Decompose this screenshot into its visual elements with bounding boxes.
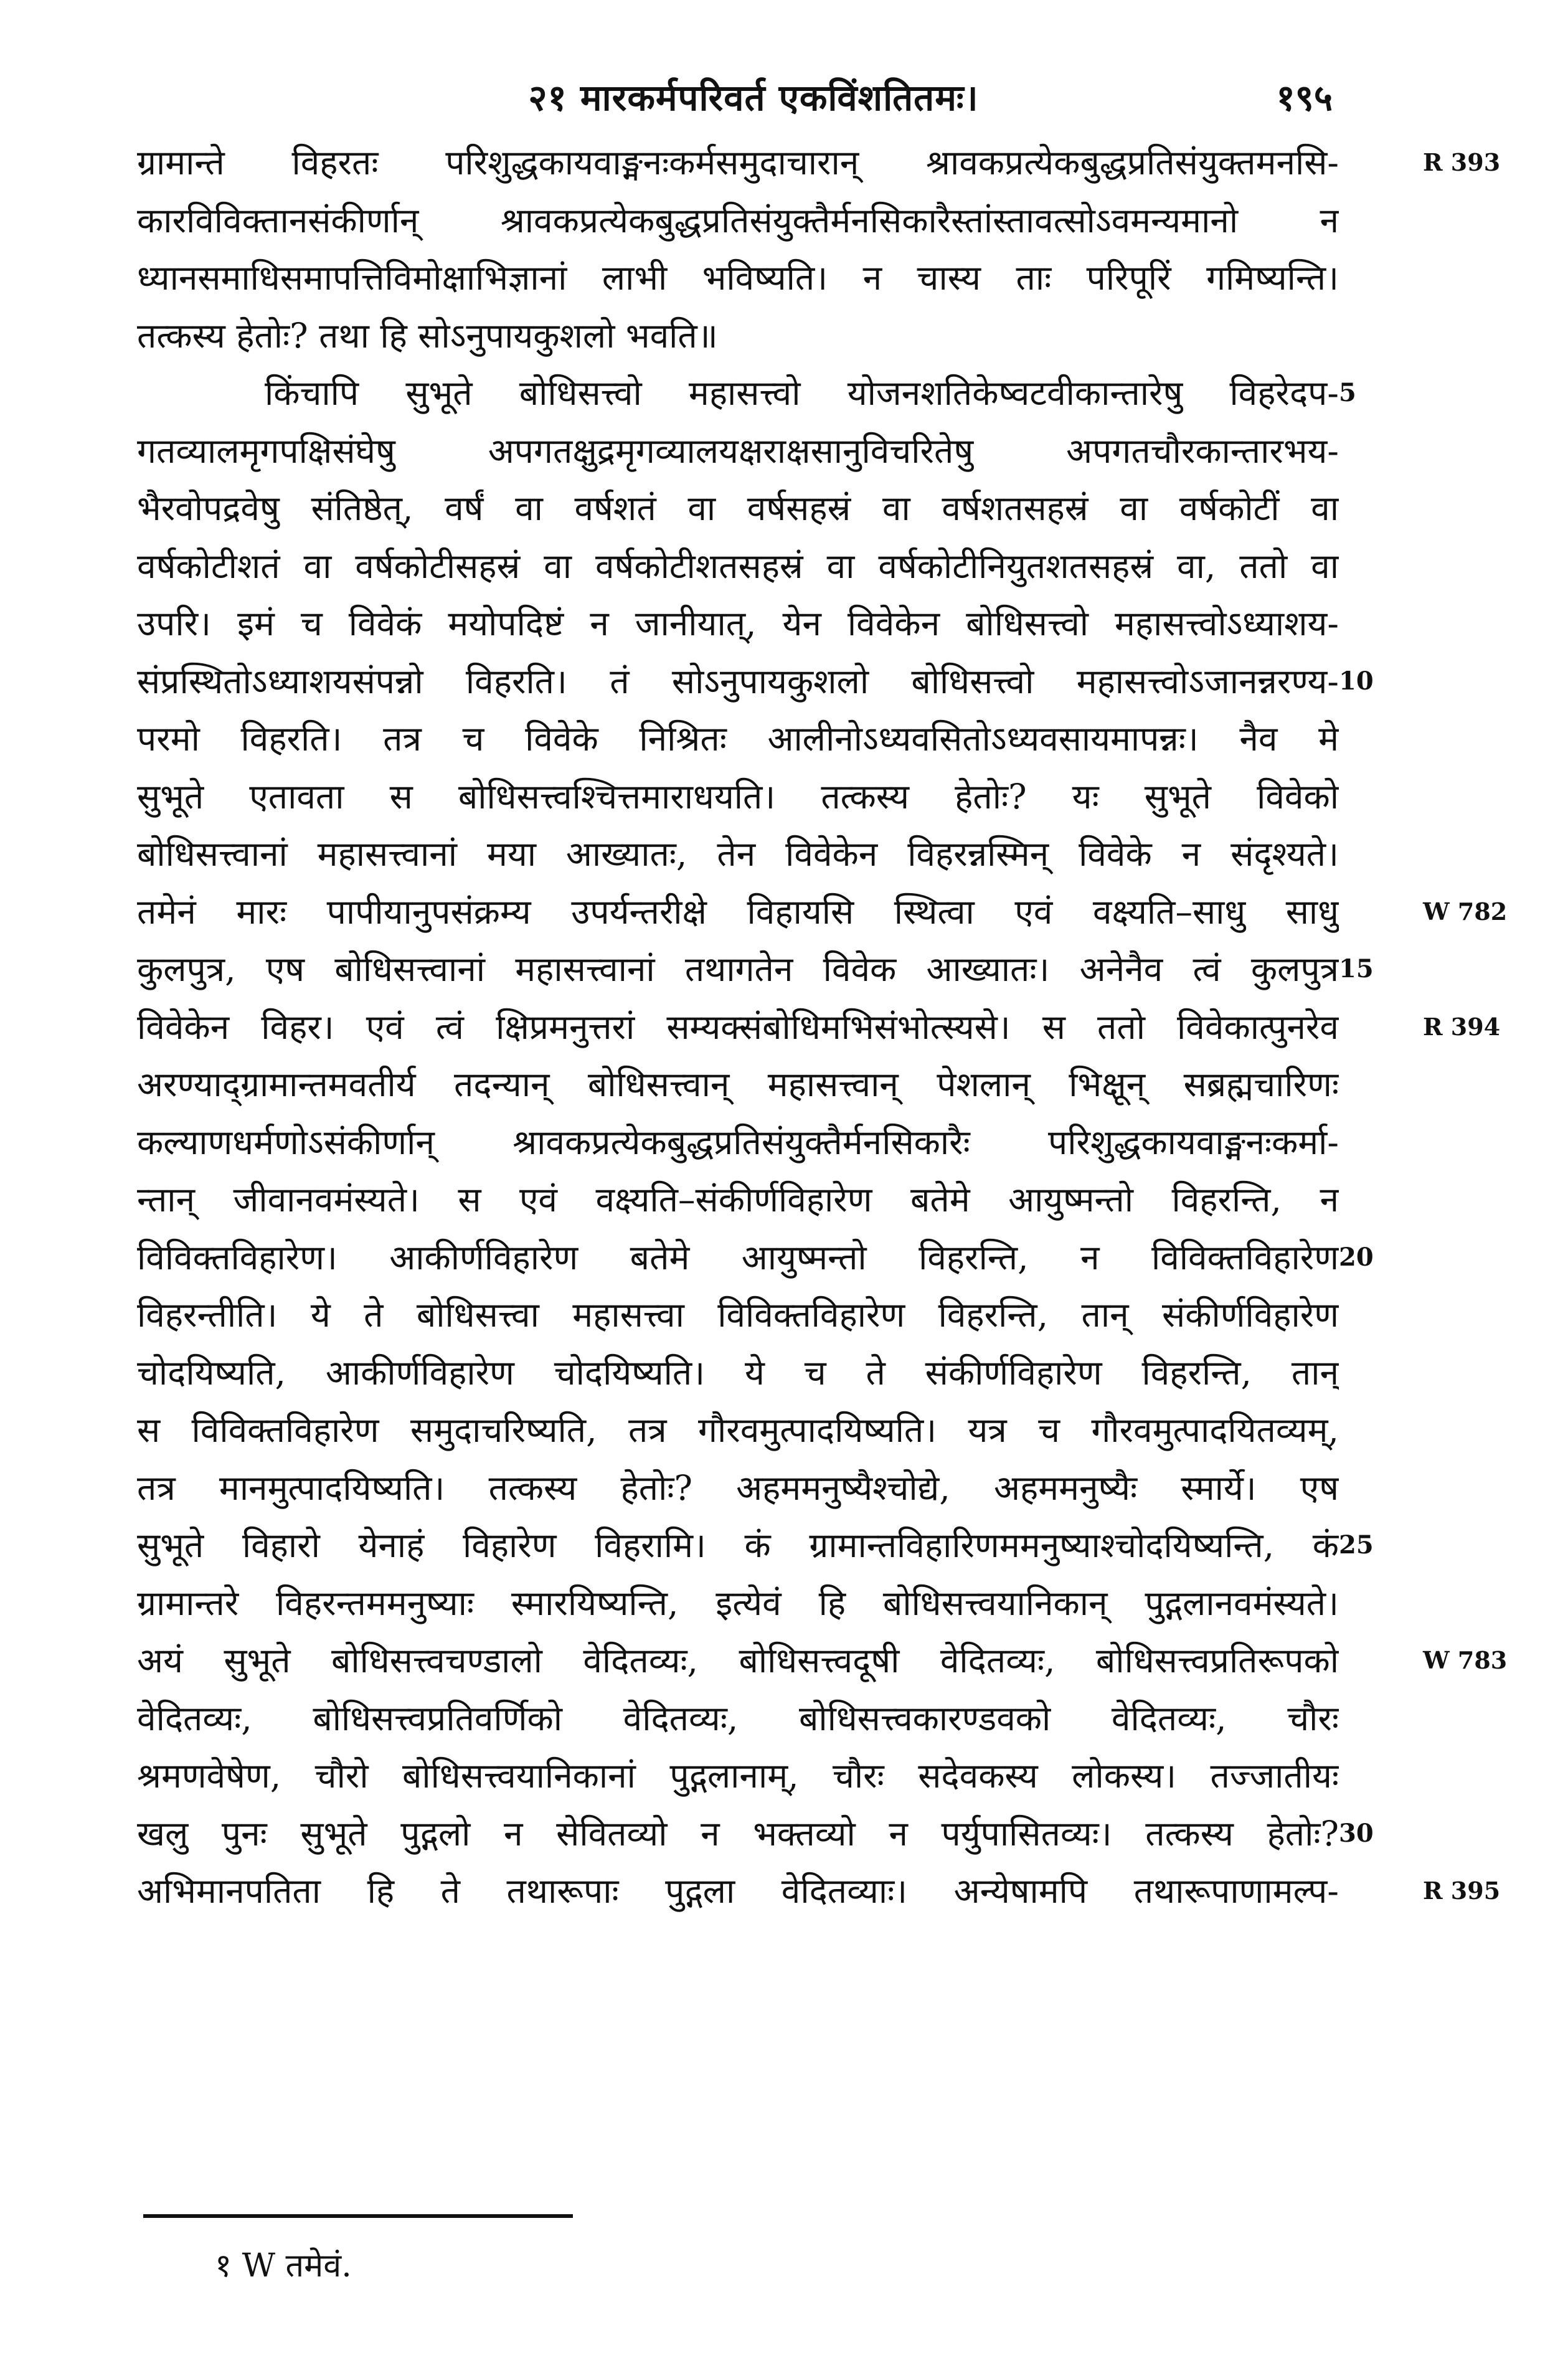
text-line: न्तान् जीवानवमंस्यते। स एवं वक्ष्यति–संकीर्णविहारेण बतेमे आयुष्मन्तो विहरन्ति, न — [137, 1180, 1339, 1220]
text-line: खलु पुनः सुभूते पुद्गलो न सेवितव्यो न भक्तव्यो न पर्युपासितव्यः। तत्कस्य हेतोः? — [137, 1813, 1339, 1854]
text-line: कारविविक्तानसंकीर्णान् श्रावकप्रत्येकबुद्धप्रतिसंयुक्तैर्मनसिकारैस्तांस्तावत्सोऽवमन्यमानो न — [137, 200, 1339, 240]
text-line: बोधिसत्त्वानां महासत्त्वानां मया आख्यातः, तेन विवेकेन विहरन्नस्मिन् विवेके न संदृश्यते। — [137, 834, 1339, 874]
text-line: सुभूते विहारो येनाहं विहारेण विहरामि। कं ग्रामान्तविहारिणममनुष्याश्चोदयिष्यन्ति, कं — [137, 1525, 1339, 1565]
text-line: तत्कस्य हेतोः? तथा हि सोऽनुपायकुशलो भवति॥ — [137, 315, 718, 356]
line-number: 5 — [1339, 378, 1356, 407]
text-line: उपरि। इमं च विवेकं मयोपदिष्टं न जानीयात्, येन विवेकेन बोधिसत्त्वो महासत्त्वोऽध्याशय- — [137, 604, 1339, 643]
text-line: अभिमानपतिता हि ते तथारूपाः पुद्गला वेदितव्याः। अन्येषामपि तथारूपाणामल्प- — [137, 1871, 1339, 1911]
text-line: गतव्यालमृगपक्षिसंघेषु अपगतक्षुद्रमृगव्यालयक्षराक्षसानुविचरितेषु अपगतचौरकान्तारभय- — [137, 430, 1339, 471]
line-number: 25 — [1339, 1530, 1374, 1560]
text-line: ध्यानसमाधिसमापत्तिविमोक्षाभिज्ञानां लाभी भविष्यति। न चास्य ताः परिपूरिं गमिष्यन्ति। — [137, 258, 1339, 298]
text-line: तत्र मानमुत्पादयिष्यति। तत्कस्य हेतोः? अहममनुष्यैश्चोद्ये, अहममनुष्यैः स्मार्ये। एष — [137, 1467, 1339, 1508]
text-line: सुभूते एतावता स बोधिसत्त्वश्चित्तमाराधयति। तत्कस्य हेतोः? यः सुभूते विवेको — [137, 776, 1339, 817]
edition-reference: R 394 — [1423, 1012, 1501, 1041]
line-number: 15 — [1339, 954, 1374, 983]
text-line: वेदितव्यः, बोधिसत्त्वप्रतिवर्णिको वेदितव्यः, बोधिसत्त्वकारण्डवको वेदितव्यः, चौरः — [137, 1698, 1339, 1738]
footnote: १ W तमेवं. — [215, 2247, 352, 2285]
line-number: 30 — [1339, 1818, 1374, 1848]
text-line: विवेकेन विहर। एवं त्वं क्षिप्रमनुत्तरां सम्यक्संबोधिमभिसंभोत्स्यसे। स ततो विवेकात्पुनरेव — [137, 1007, 1339, 1047]
chapter-title: २१ मारकर्मपरिवर्त एकविंशतितमः। — [528, 77, 979, 119]
main-text — [137, 134, 1339, 1920]
text-line: परमो विहरति। तत्र च विवेके निश्रितः आलीनोऽध्यवसितोऽध्यवसायमापन्नः। नैव मे — [137, 719, 1339, 759]
text-line: विविक्तविहारेण। आकीर्णविहारेण बतेमे आयुष्मन्तो विहरन्ति, न विविक्तविहारेण — [137, 1237, 1339, 1277]
edition-reference: W 783 — [1423, 1646, 1508, 1674]
page-header — [137, 72, 1370, 140]
text-line: ग्रामान्ते विहरतः परिशुद्धकायवाङ्मनःकर्मसमुदाचारान् श्रावकप्रत्येकबुद्धप्रतिसंयुक्तमनसि- — [137, 143, 1339, 182]
text-line: श्रमणवेषेण, चौरो बोधिसत्त्वयानिकानां पुद्गलानाम्, चौरः सदेवकस्य लोकस्य। तज्जातीयः — [137, 1756, 1339, 1796]
text-line: चोदयिष्यति, आकीर्णविहारेण चोदयिष्यति। ये च ते संकीर्णविहारेण विहरन्ति, तान् — [137, 1352, 1339, 1393]
text-line: अरण्याद्ग्रामान्तमवतीर्य तदन्यान् बोधिसत्त्वान् महासत्त्वान् पेशलान् भिक्षून् सब्रह्मचारिणः — [137, 1064, 1339, 1104]
edition-reference: W 782 — [1423, 897, 1508, 926]
edition-reference: R 393 — [1423, 148, 1501, 176]
line-number: 20 — [1339, 1242, 1374, 1272]
line-number: 10 — [1339, 666, 1374, 696]
page-number: १९५ — [1276, 77, 1333, 119]
text-line: संप्रस्थितोऽध्याशयसंपन्नो विहरति। तं सोऽनुपायकुशलो बोधिसत्त्वो महासत्त्वोऽजानन्नरण्य- — [137, 661, 1339, 701]
text-line: तमेनं मारः पापीयानुपसंक्रम्य उपर्यन्तरीक्षे विहायसि स्थित्वा एवं वक्ष्यति–साधु साधु — [137, 891, 1339, 932]
text-line: भैरवोपद्रवेषु संतिष्ठेत्, वर्षं वा वर्षशतं वा वर्षसहस्रं वा वर्षशतसहस्रं वा वर्षकोटीं वा — [137, 488, 1339, 528]
text-line: किंचापि सुभूते बोधिसत्त्वो महासत्त्वो योजनशतिकेष्वटवीकान्तारेषु विहरेदप- — [265, 373, 1339, 413]
text-line: वर्षकोटीशतं वा वर्षकोटीसहस्रं वा वर्षकोटीशतसहस्रं वा वर्षकोटीनियुतशतसहस्रं वा, ततो वा — [137, 546, 1339, 586]
text-line: स विविक्तविहारेण समुदाचरिष्यति, तत्र गौरवमुत्पादयिष्यति। यत्र च गौरवमुत्पादयितव्यम्, — [137, 1410, 1339, 1450]
edition-reference: R 395 — [1423, 1877, 1501, 1905]
footnote-divider — [143, 2214, 573, 2218]
text-line: ग्रामान्तरे विहरन्तममनुष्याः स्मारयिष्यन्ति, इत्येवं हि बोधिसत्त्वयानिकान् पुद्गलानवमंस्यते। — [137, 1583, 1339, 1623]
text-line: कुलपुत्र, एष बोधिसत्त्वानां महासत्त्वानां तथागतेन विवेक आख्यातः। अनेनैव त्वं कुलपुत्र — [137, 949, 1339, 989]
text-line: अयं सुभूते बोधिसत्त्वचण्डालो वेदितव्यः, बोधिसत्त्वदूषी वेदितव्यः, बोधिसत्त्वप्रतिरूपको — [137, 1641, 1339, 1680]
text-line: कल्याणधर्मणोऽसंकीर्णान् श्रावकप्रत्येकबुद्धप्रतिसंयुक्तैर्मनसिकारैः परिशुद्धकायवाङ्मनःकर्मा- — [137, 1122, 1339, 1162]
text-line: विहरन्तीति। ये ते बोधिसत्त्वा महासत्त्वा विविक्तविहारेण विहरन्ति, तान् संकीर्णविहारेण — [137, 1295, 1339, 1335]
